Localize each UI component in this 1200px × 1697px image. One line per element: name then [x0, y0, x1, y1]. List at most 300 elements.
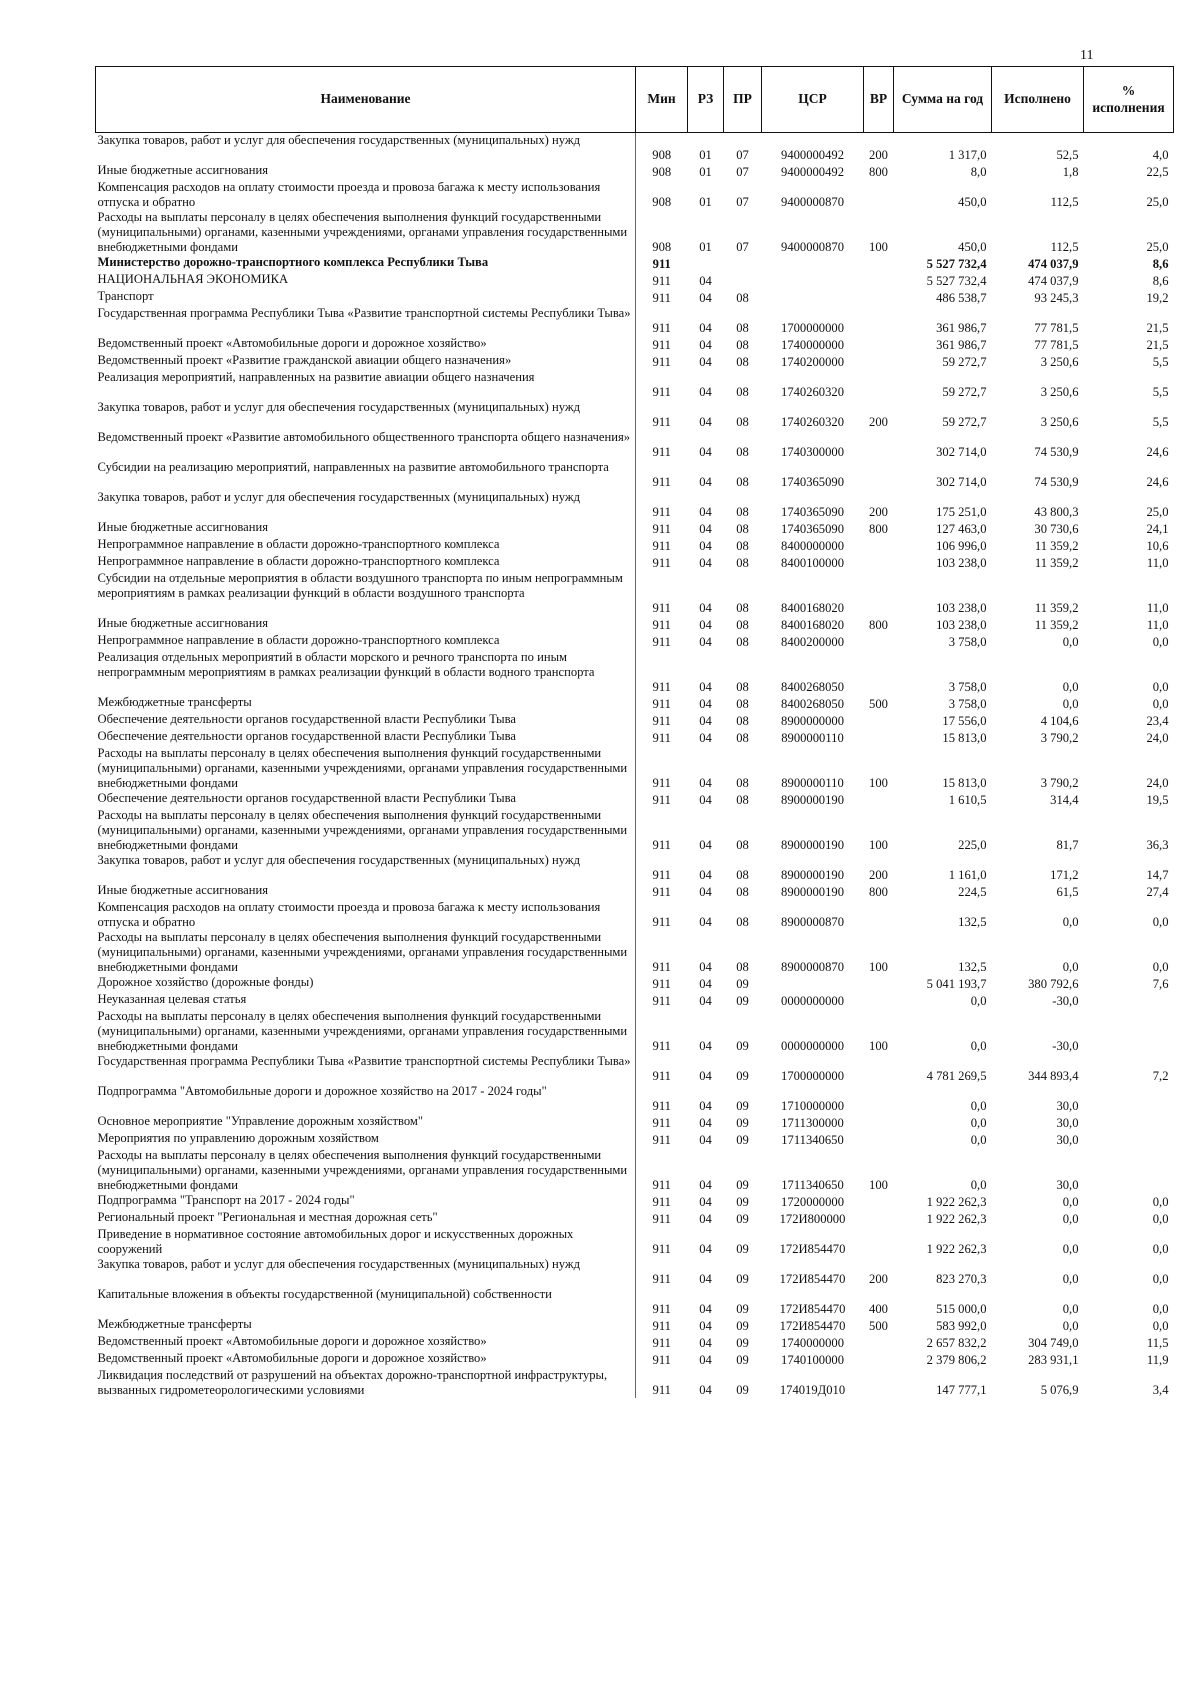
table-row: [96, 930, 1174, 975]
cell-csr: [762, 975, 864, 992]
cell-csr: 8900000000: [781, 713, 844, 728]
cell-sum: 132,5: [958, 914, 987, 929]
cell-sum: 2 379 806,2: [926, 1352, 987, 1367]
cell-pct: 0,0: [1152, 1211, 1169, 1226]
table-header-row: [96, 67, 1174, 133]
cell-name: Ведомственный проект «Автомобильные дороги и дорожное хозяйство»: [96, 1351, 636, 1368]
cell-pct: 0,0: [1152, 1194, 1169, 1209]
cell-vr: [864, 460, 894, 490]
cell-pr: 09: [736, 1241, 749, 1256]
table-row: [96, 537, 1174, 554]
cell-pct: 0,0: [1152, 959, 1169, 974]
cell-pr: 09: [736, 1115, 749, 1130]
cell-sum: 132,5: [958, 959, 987, 974]
cell-pr: 08: [736, 634, 749, 649]
cell-min: 911: [652, 256, 671, 271]
cell-pr: 08: [736, 290, 749, 305]
cell-vr: [864, 571, 894, 616]
cell-csr: [762, 289, 864, 306]
cell-done: 77 781,5: [1034, 320, 1079, 335]
cell-sum: 59 272,7: [942, 384, 987, 399]
table-row: [96, 554, 1174, 571]
cell-pr: 09: [736, 1335, 749, 1350]
cell-min: 911: [652, 993, 671, 1008]
cell-vr: [864, 1114, 894, 1131]
cell-pct: 11,5: [1146, 1335, 1169, 1350]
cell-min: 911: [652, 1352, 671, 1367]
cell-pct: 36,3: [1146, 837, 1169, 852]
cell-vr: 800: [869, 164, 888, 179]
cell-pr: 08: [736, 600, 749, 615]
budget-table: [95, 66, 1174, 1398]
table-row: [96, 1351, 1174, 1368]
cell-done: 283 931,1: [1028, 1352, 1079, 1367]
cell-done: 344 893,4: [1028, 1068, 1079, 1083]
cell-min: 908: [652, 239, 672, 254]
table-row: [96, 1227, 1174, 1257]
header-done: Исполнено: [992, 67, 1084, 133]
cell-pct: 24,1: [1146, 521, 1169, 536]
cell-min: 911: [652, 1382, 671, 1397]
cell-done: 0,0: [1062, 1211, 1079, 1226]
cell-min: 908: [652, 164, 672, 179]
cell-pr: 09: [736, 1038, 749, 1053]
cell-name: Закупка товаров, работ и услуг для обеспечения государственных (муниципальных) нужд: [96, 1257, 636, 1287]
cell-min: 911: [652, 1271, 671, 1286]
cell-pct: 21,5: [1146, 337, 1169, 352]
cell-sum: 15 813,0: [942, 730, 987, 745]
cell-name: Иные бюджетные ассигнования: [96, 883, 636, 900]
cell-vr: [864, 791, 894, 808]
cell-sum: 1 161,0: [948, 867, 987, 882]
cell-sum: 5 527 732,4: [926, 256, 987, 271]
cell-pct: 0,0: [1152, 914, 1169, 929]
cell-done: 74 530,9: [1034, 444, 1079, 459]
cell-csr: 174019Д010: [779, 1382, 846, 1397]
cell-name: Непрограммное направление в области дорожно-транспортного комплекса: [96, 537, 636, 554]
cell-csr: 1711300000: [781, 1115, 844, 1130]
cell-name: Закупка товаров, работ и услуг для обеспечения государственных (муниципальных) нужд: [96, 490, 636, 520]
cell-csr: 0000000000: [781, 993, 844, 1008]
cell-pr: 09: [736, 993, 749, 1008]
cell-vr: [864, 992, 894, 1009]
cell-sum: 302 714,0: [936, 474, 987, 489]
cell-pr: 08: [736, 884, 749, 899]
cell-vr: [864, 1084, 894, 1114]
cell-name: Закупка товаров, работ и услуг для обеспечения государственных (муниципальных) нужд: [96, 400, 636, 430]
cell-rz: 04: [699, 474, 712, 489]
cell-done: 81,7: [1056, 837, 1079, 852]
cell-pr: 08: [736, 320, 749, 335]
cell-sum: 103 238,0: [936, 600, 987, 615]
cell-vr: 200: [869, 414, 888, 429]
cell-sum: 1 922 262,3: [926, 1241, 987, 1256]
cell-min: 911: [652, 775, 671, 790]
cell-csr: 8400000000: [781, 538, 844, 553]
cell-pct: 7,2: [1152, 1068, 1169, 1083]
cell-pct: 11,0: [1146, 617, 1169, 632]
cell-vr: [864, 1131, 894, 1148]
header-pr: ПР: [724, 67, 762, 133]
cell-pr: 09: [736, 1177, 749, 1192]
cell-sum: 3 758,0: [948, 634, 987, 649]
cell-min: 911: [652, 1241, 671, 1256]
cell-csr: 8400268050: [781, 679, 844, 694]
cell-min: 911: [652, 959, 671, 974]
cell-pr: 09: [736, 1194, 749, 1209]
cell-pr: 08: [736, 959, 749, 974]
cell-pr: 08: [736, 414, 749, 429]
cell-min: 911: [652, 1335, 671, 1350]
cell-vr: [864, 650, 894, 695]
cell-pct: 8,6: [1152, 273, 1169, 288]
table-row: [96, 163, 1174, 180]
cell-min: 911: [652, 914, 671, 929]
cell-sum: 59 272,7: [942, 414, 987, 429]
cell-rz: 04: [699, 1382, 712, 1397]
table-row: [96, 1054, 1174, 1084]
cell-min: 911: [652, 1038, 671, 1053]
cell-csr: 8900000870: [781, 914, 844, 929]
cell-vr: 400: [869, 1301, 888, 1316]
cell-min: 911: [652, 337, 671, 352]
cell-min: 908: [652, 194, 672, 209]
cell-name: Капитальные вложения в объекты государственной (муниципальной) собственности: [96, 1287, 636, 1317]
cell-name: Подпрограмма "Транспорт на 2017 - 2024 годы": [96, 1193, 636, 1210]
cell-done: 0,0: [1062, 1271, 1079, 1286]
cell-rz: 04: [699, 679, 712, 694]
cell-name: Региональный проект "Региональная и местная дорожная сеть": [96, 1210, 636, 1227]
cell-pct: [1084, 992, 1174, 1009]
cell-pct: 14,7: [1146, 867, 1169, 882]
cell-sum: 103 238,0: [936, 617, 987, 632]
cell-vr: 500: [869, 1318, 888, 1333]
cell-pr: 09: [736, 976, 749, 991]
cell-pr: 08: [736, 792, 749, 807]
cell-csr: 172И854470: [779, 1301, 846, 1316]
cell-rz: 04: [699, 792, 712, 807]
cell-rz: 04: [699, 504, 712, 519]
cell-vr: 100: [869, 959, 888, 974]
cell-rz: 04: [699, 1132, 712, 1147]
cell-min: 911: [652, 290, 671, 305]
table-row: [96, 1148, 1174, 1193]
cell-sum: 17 556,0: [942, 713, 987, 728]
cell-csr: 1740000000: [781, 337, 844, 352]
cell-csr: 1740200000: [781, 354, 844, 369]
cell-sum: 0,0: [970, 1177, 987, 1192]
cell-done: 61,5: [1056, 884, 1079, 899]
cell-done: 0,0: [1062, 634, 1079, 649]
table-row: [96, 180, 1174, 210]
cell-sum: 0,0: [970, 1115, 987, 1130]
cell-sum: 225,0: [958, 837, 987, 852]
table-row: [96, 616, 1174, 633]
cell-min: 911: [652, 444, 671, 459]
table-row: [96, 1193, 1174, 1210]
cell-done: 474 037,9: [1028, 256, 1079, 271]
cell-pr: 08: [736, 730, 749, 745]
cell-pct: 0,0: [1152, 1271, 1169, 1286]
cell-done: 11 359,2: [1034, 555, 1079, 570]
cell-pr: 07: [736, 239, 749, 254]
cell-rz: 04: [699, 273, 712, 288]
cell-csr: 8400200000: [781, 634, 844, 649]
cell-min: 911: [652, 1115, 671, 1130]
cell-rz: 04: [699, 617, 712, 632]
cell-vr: [864, 1210, 894, 1227]
cell-csr: 1700000000: [781, 320, 844, 335]
cell-sum: 103 238,0: [936, 555, 987, 570]
cell-pct: 27,4: [1146, 884, 1169, 899]
cell-vr: [864, 370, 894, 400]
cell-name: Компенсация расходов на оплату стоимости проезда и провоза багажа к месту использования отпуска и обратно: [96, 900, 636, 930]
cell-rz: 01: [699, 239, 712, 254]
cell-done: 0,0: [1062, 679, 1079, 694]
table-row: [96, 1317, 1174, 1334]
header-csr: ЦСР: [762, 67, 864, 133]
table-row: [96, 791, 1174, 808]
cell-name: Закупка товаров, работ и услуг для обеспечения государственных (муниципальных) нужд: [96, 133, 636, 163]
cell-name: Расходы на выплаты персоналу в целях обеспечения выполнения функций государственными (муниципальными) органами, казенными учреждениями, органами управления государственными внебюджетными фондами: [96, 746, 636, 791]
cell-rz: 04: [699, 993, 712, 1008]
cell-name: Государственная программа Республики Тыва «Развитие транспортной системы Республики Тыва»: [96, 306, 636, 336]
cell-name: Закупка товаров, работ и услуг для обеспечения государственных (муниципальных) нужд: [96, 853, 636, 883]
cell-pct: 0,0: [1152, 1318, 1169, 1333]
cell-min: 911: [652, 504, 671, 519]
cell-rz: 04: [699, 538, 712, 553]
cell-min: 908: [652, 147, 672, 162]
cell-min: 911: [652, 555, 671, 570]
cell-rz: 04: [699, 1211, 712, 1226]
cell-rz: 04: [699, 1115, 712, 1130]
cell-pct: [1084, 1114, 1174, 1131]
cell-rz: 04: [699, 1068, 712, 1083]
cell-rz: 04: [699, 1271, 712, 1286]
cell-rz: 04: [699, 1335, 712, 1350]
cell-rz: 04: [699, 1177, 712, 1192]
cell-sum: 515 000,0: [936, 1301, 987, 1316]
cell-rz: 01: [699, 164, 712, 179]
table-row: [96, 255, 1174, 272]
cell-csr: 1740365090: [781, 521, 844, 536]
cell-csr: [762, 272, 864, 289]
cell-name: Межбюджетные трансферты: [96, 1317, 636, 1334]
cell-csr: 1740100000: [781, 1352, 844, 1367]
cell-csr: 1700000000: [781, 1068, 844, 1083]
cell-pr: 09: [736, 1352, 749, 1367]
cell-pr: 09: [736, 1098, 749, 1113]
cell-pr: 08: [736, 444, 749, 459]
cell-min: 911: [652, 976, 671, 991]
cell-rz: 04: [699, 290, 712, 305]
cell-name: НАЦИОНАЛЬНАЯ ЭКОНОМИКА: [96, 272, 636, 289]
cell-rz: 04: [699, 775, 712, 790]
cell-min: 911: [652, 1068, 671, 1083]
cell-vr: [864, 336, 894, 353]
cell-pr: 09: [736, 1301, 749, 1316]
cell-pr: 08: [736, 538, 749, 553]
cell-rz: 04: [699, 521, 712, 536]
cell-sum: 106 996,0: [936, 538, 987, 553]
cell-vr: [864, 1193, 894, 1210]
cell-pr: 08: [736, 914, 749, 929]
cell-sum: 175 251,0: [936, 504, 987, 519]
cell-pr: 08: [736, 679, 749, 694]
cell-done: 0,0: [1062, 1301, 1079, 1316]
cell-done: 3 790,2: [1040, 775, 1079, 790]
cell-min: 911: [652, 617, 671, 632]
table-row: [96, 520, 1174, 537]
cell-done: 0,0: [1062, 914, 1079, 929]
cell-done: 380 792,6: [1028, 976, 1079, 991]
cell-min: 911: [652, 696, 671, 711]
cell-vr: [864, 1368, 894, 1398]
cell-name: Ведомственный проект «Развитие автомобильного общественного транспорта общего назначения»: [96, 430, 636, 460]
cell-csr: 8900000190: [781, 792, 844, 807]
cell-name: Основное мероприятие "Управление дорожным хозяйством": [96, 1114, 636, 1131]
cell-csr: 1710000000: [781, 1098, 844, 1113]
cell-vr: [864, 306, 894, 336]
cell-pct: 5,5: [1152, 414, 1169, 429]
cell-vr: 200: [869, 867, 888, 882]
cell-name: Министерство дорожно-транспортного комплекса Республики Тыва: [96, 255, 636, 272]
cell-pct: 19,5: [1146, 792, 1169, 807]
cell-min: 911: [652, 320, 671, 335]
table-row: [96, 400, 1174, 430]
cell-csr: 8900000190: [781, 837, 844, 852]
cell-pr: 08: [736, 354, 749, 369]
cell-csr: 1740365090: [781, 504, 844, 519]
cell-min: 911: [652, 713, 671, 728]
cell-pct: 23,4: [1146, 713, 1169, 728]
cell-min: 911: [652, 884, 671, 899]
cell-pr: 08: [736, 775, 749, 790]
cell-sum: 450,0: [958, 239, 987, 254]
cell-sum: 1 922 262,3: [926, 1194, 987, 1209]
cell-done: 1,8: [1062, 164, 1079, 179]
cell-rz: 04: [699, 444, 712, 459]
cell-vr: 800: [869, 884, 888, 899]
cell-csr: 172И854470: [779, 1241, 846, 1256]
cell-rz: 04: [699, 555, 712, 570]
cell-pr: 08: [736, 521, 749, 536]
cell-done: 43 800,3: [1034, 504, 1079, 519]
cell-min: 911: [652, 867, 671, 882]
cell-pct: 25,0: [1146, 194, 1169, 209]
cell-sum: 450,0: [958, 194, 987, 209]
cell-name: Иные бюджетные ассигнования: [96, 616, 636, 633]
cell-min: 911: [652, 521, 671, 536]
cell-sum: 823 270,3: [936, 1271, 987, 1286]
cell-vr: [864, 1334, 894, 1351]
cell-name: Государственная программа Республики Тыва «Развитие транспортной системы Республики Тыва»: [96, 1054, 636, 1084]
cell-name: Ведомственный проект «Развитие гражданской авиации общего назначения»: [96, 353, 636, 370]
cell-done: 93 245,3: [1034, 290, 1079, 305]
cell-pct: 0,0: [1152, 679, 1169, 694]
cell-rz: 04: [699, 384, 712, 399]
cell-done: 5 076,9: [1040, 1382, 1079, 1397]
cell-min: 911: [652, 1318, 671, 1333]
cell-name: Реализация мероприятий, направленных на развитие авиации общего назначения: [96, 370, 636, 400]
cell-pr: 08: [736, 337, 749, 352]
cell-rz: 04: [699, 959, 712, 974]
cell-pct: [1084, 1131, 1174, 1148]
cell-csr: 172И854470: [779, 1318, 846, 1333]
cell-vr: [864, 289, 894, 306]
cell-pr: 08: [736, 696, 749, 711]
cell-rz: 04: [699, 867, 712, 882]
cell-pct: 25,0: [1146, 239, 1169, 254]
cell-done: 3 250,6: [1040, 384, 1079, 399]
cell-sum: 0,0: [970, 993, 987, 1008]
cell-name: Непрограммное направление в области дорожно-транспортного комплекса: [96, 554, 636, 571]
cell-sum: 147 777,1: [936, 1382, 987, 1397]
cell-done: 30,0: [1056, 1115, 1079, 1130]
cell-vr: 100: [869, 775, 888, 790]
cell-pr: 09: [736, 1132, 749, 1147]
cell-done: 304 749,0: [1028, 1335, 1079, 1350]
table-row: [96, 975, 1174, 992]
cell-name: Дорожное хозяйство (дорожные фонды): [96, 975, 636, 992]
cell-pr: 08: [736, 867, 749, 882]
cell-done: 30,0: [1056, 1132, 1079, 1147]
cell-sum: 486 538,7: [936, 290, 987, 305]
cell-pr: 07: [736, 194, 749, 209]
table-row: [96, 883, 1174, 900]
cell-sum: 1 610,5: [948, 792, 987, 807]
cell-csr: 8900000110: [781, 730, 844, 745]
cell-name: Расходы на выплаты персоналу в целях обеспечения выполнения функций государственными (муниципальными) органами, казенными учреждениями, органами управления государственными внебюджетными фондами: [96, 210, 636, 255]
cell-vr: 100: [869, 1177, 888, 1192]
cell-csr: 1740260320: [781, 384, 844, 399]
cell-min: 911: [652, 730, 671, 745]
cell-name: Обеспечение деятельности органов государственной власти Республики Тыва: [96, 712, 636, 729]
table-row: [96, 1334, 1174, 1351]
cell-vr: 200: [869, 147, 888, 162]
cell-pr: 09: [736, 1068, 749, 1083]
cell-sum: 1 317,0: [948, 147, 987, 162]
cell-pr: 07: [736, 147, 749, 162]
cell-sum: 583 992,0: [936, 1318, 987, 1333]
cell-rz: 04: [699, 634, 712, 649]
cell-min: 911: [652, 679, 671, 694]
cell-sum: 361 986,7: [936, 337, 987, 352]
cell-done: 112,5: [1050, 239, 1079, 254]
cell-vr: [864, 255, 894, 272]
cell-csr: 0000000000: [781, 1038, 844, 1053]
cell-done: 314,4: [1050, 792, 1079, 807]
cell-csr: 8400268050: [781, 696, 844, 711]
table-row: [96, 571, 1174, 616]
cell-csr: 1711340650: [781, 1132, 844, 1147]
cell-min: 911: [652, 273, 671, 288]
cell-pct: 24,6: [1146, 474, 1169, 489]
table-row: [96, 1084, 1174, 1114]
cell-name: Расходы на выплаты персоналу в целях обеспечения выполнения функций государственными (муниципальными) органами, казенными учреждениями, органами управления государственными внебюджетными фондами: [96, 1009, 636, 1054]
cell-csr: 172И854470: [779, 1271, 846, 1286]
cell-pct: 21,5: [1146, 320, 1169, 335]
cell-vr: 200: [869, 1271, 888, 1286]
cell-done: 0,0: [1062, 1318, 1079, 1333]
cell-rz: 04: [699, 730, 712, 745]
table-row: [96, 992, 1174, 1009]
cell-vr: [864, 712, 894, 729]
table-body: [96, 133, 1174, 1398]
header-name: Наименование: [96, 67, 636, 133]
cell-rz: 01: [699, 147, 712, 162]
cell-rz: 04: [699, 1301, 712, 1316]
